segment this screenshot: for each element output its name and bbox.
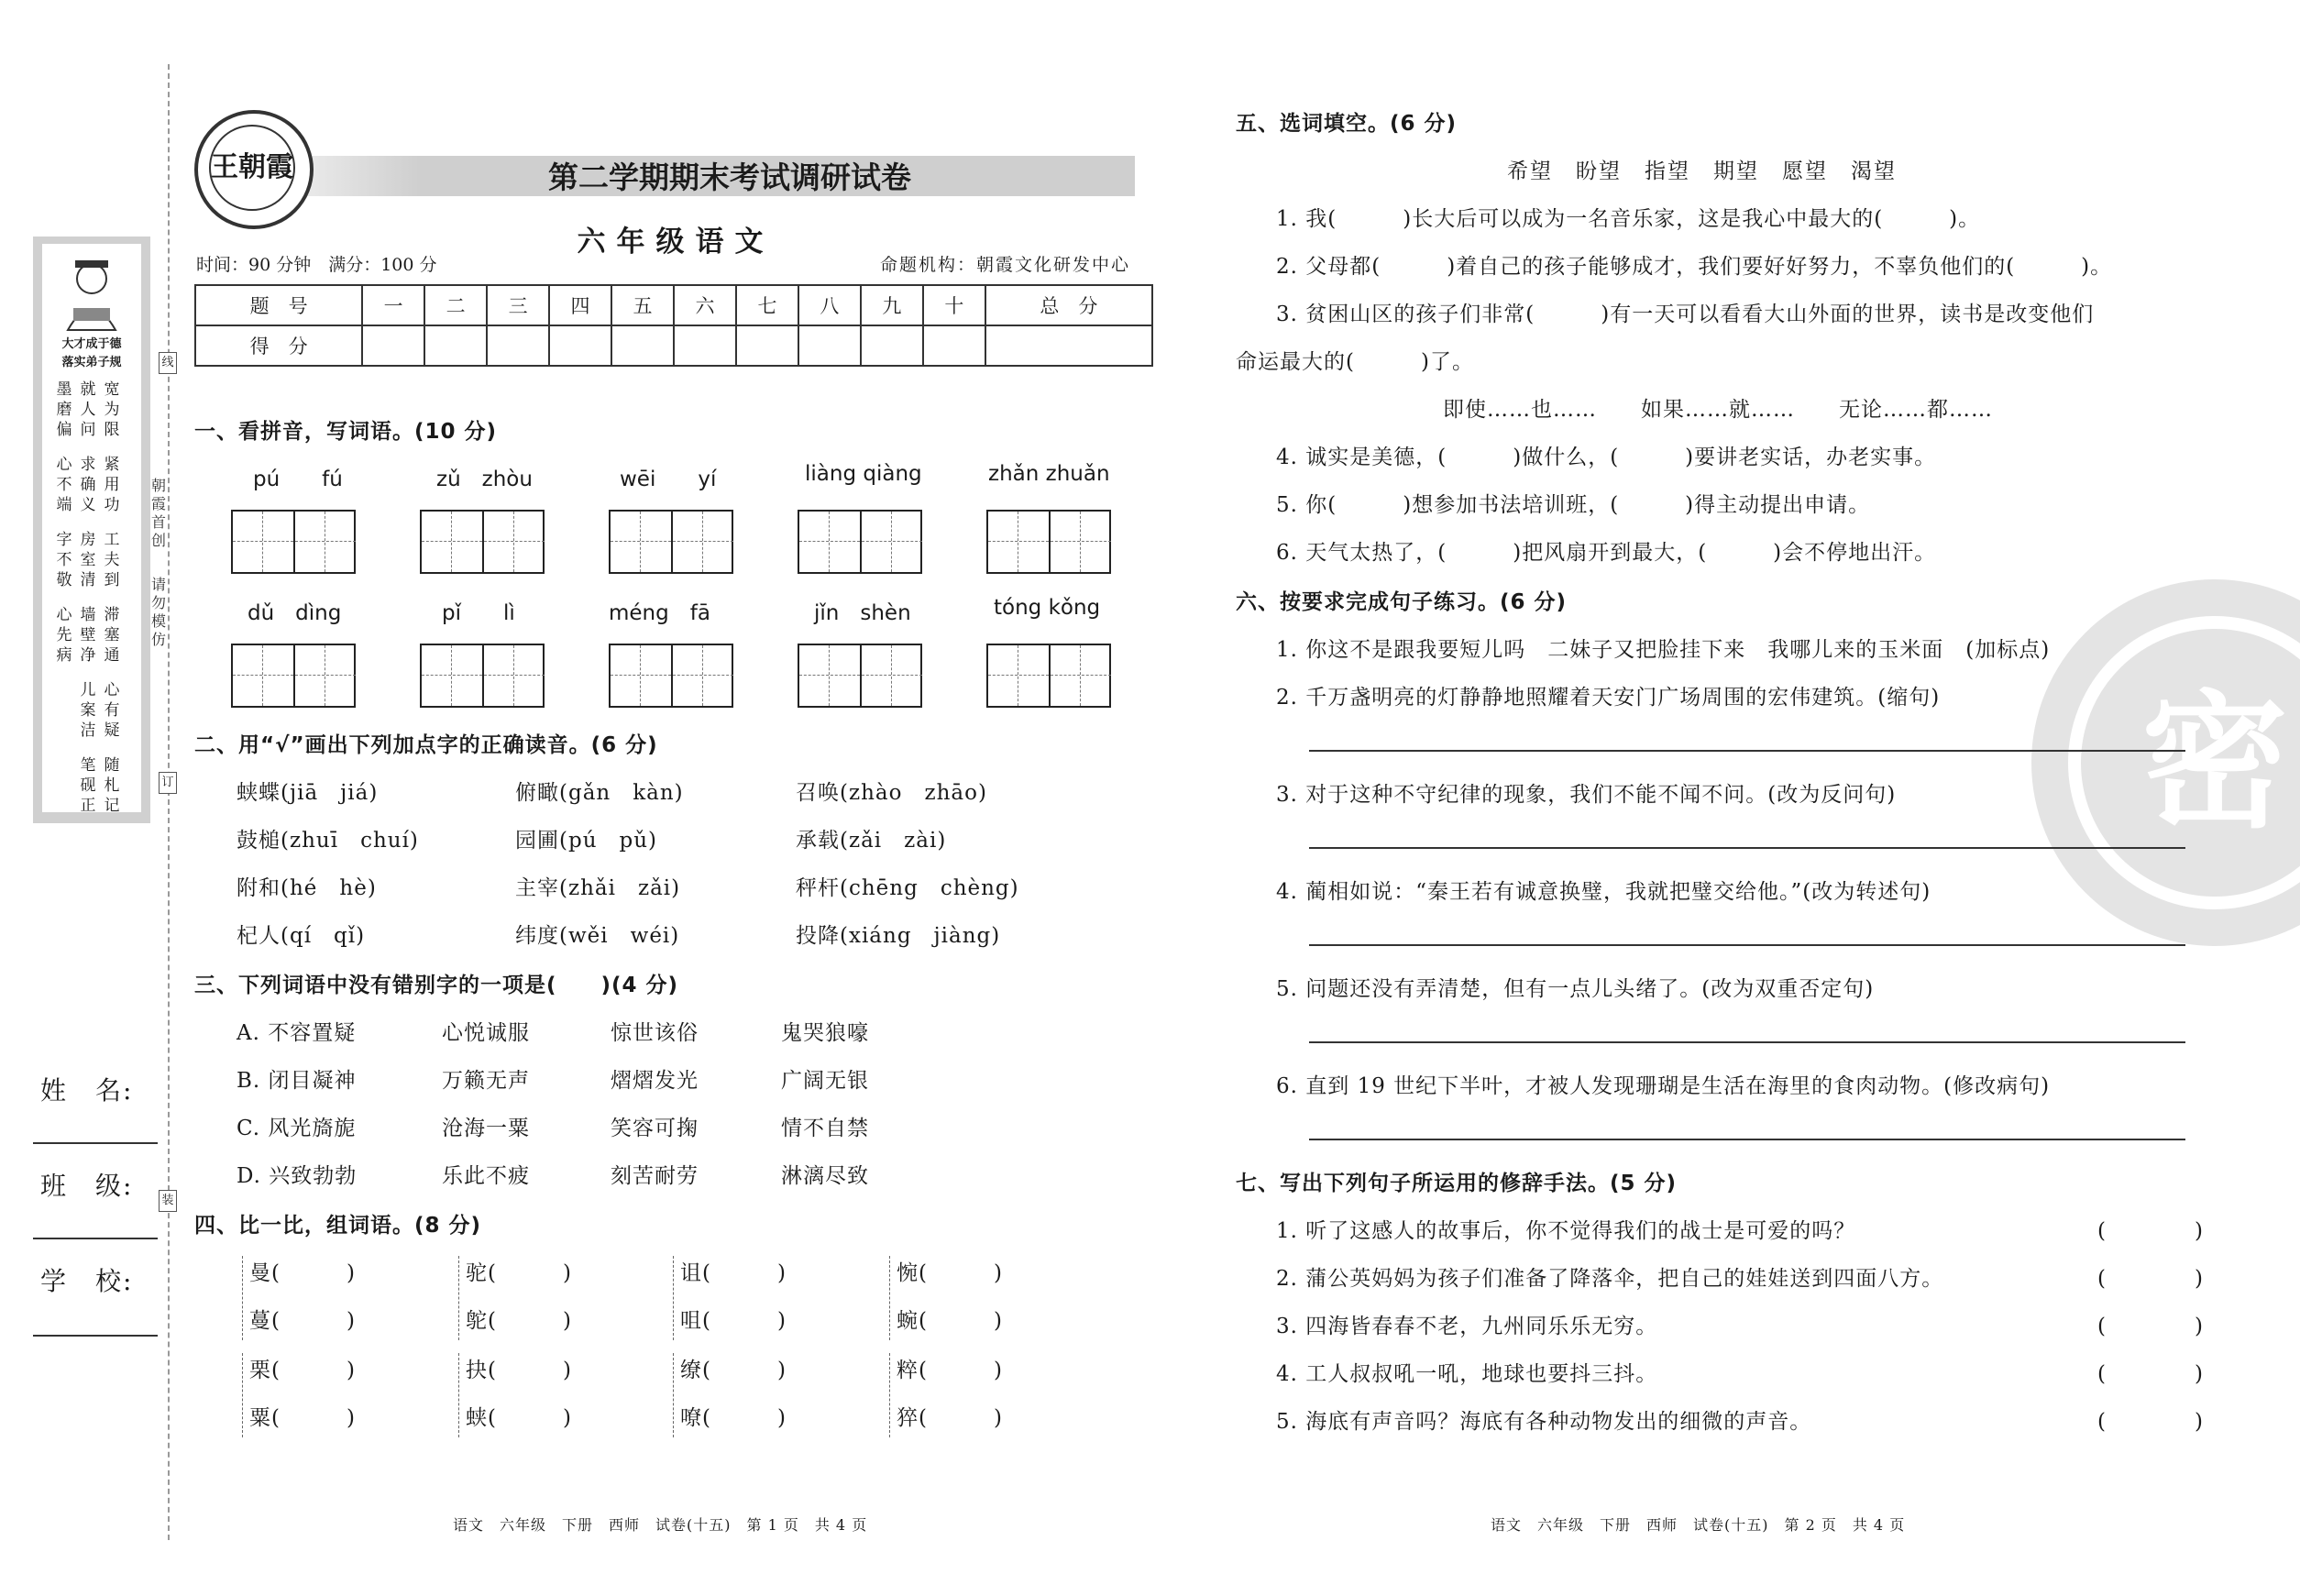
group-brace bbox=[242, 1256, 243, 1340]
sentence-item: 4. 蔺相如说：“秦王若有诚意换璧，我就把璧交给他。”(改为转述句) bbox=[1276, 880, 1931, 904]
scholar-illustration bbox=[55, 251, 128, 332]
section-2-title: 二、用“√”画出下列加点字的正确读音。(6 分) bbox=[194, 733, 658, 757]
score-input[interactable] bbox=[861, 325, 923, 366]
score-cell: 三 bbox=[487, 285, 549, 325]
fill-blank-item[interactable]: 6. 天气太热了，( )把风扇开到最大，( )会不停地出汗。 bbox=[1276, 541, 1937, 565]
fill-blank-item[interactable]: 3. 贫困山区的孩子们非常( )有一天可以看看大山外面的世界，读书是改变他们 bbox=[1276, 303, 2095, 326]
vertical-note: 请勿模仿 bbox=[150, 576, 166, 648]
pinyin-label: zhǎn zhuǎn bbox=[988, 462, 1110, 486]
motto-col: 随札记 bbox=[104, 756, 120, 815]
choice-word: 情不自禁 bbox=[781, 1117, 869, 1140]
score-input[interactable] bbox=[923, 325, 985, 366]
writing-grid[interactable] bbox=[231, 510, 356, 574]
word-group-item[interactable]: 栗( ) bbox=[249, 1359, 356, 1382]
binding-tag: 订 bbox=[159, 772, 177, 794]
rhetoric-item: 2. 蒲公英妈妈为孩子们准备了降落伞，把自己的娃娃送到四面八方。 bbox=[1276, 1267, 1944, 1291]
section-5-title: 五、选词填空。(6 分) bbox=[1236, 112, 1458, 136]
choice-word: 熠熠发光 bbox=[611, 1069, 699, 1093]
name-field[interactable] bbox=[33, 1142, 158, 1144]
reading-item[interactable]: 园圃(pú pǔ) bbox=[515, 829, 658, 853]
motto-col: 儿案洁 bbox=[80, 681, 96, 740]
score-input[interactable] bbox=[611, 325, 674, 366]
section-3-title: 三、下列词语中没有错别字的一项是( )(4 分) bbox=[194, 974, 679, 997]
reading-item[interactable]: 附和(hé hè) bbox=[237, 876, 377, 900]
group-brace bbox=[673, 1353, 674, 1437]
motto-col: 字不敬 bbox=[56, 531, 72, 589]
section-1-title: 一、看拼音，写词语。(10 分) bbox=[194, 420, 498, 444]
school-label: 学 校: bbox=[40, 1266, 134, 1296]
vertical-note: 朝霞首创 bbox=[150, 477, 166, 549]
sentence-item: 5. 问题还没有弄清楚，但有一点儿头绪了。(改为双重否定句) bbox=[1276, 977, 1875, 1001]
reading-item[interactable]: 投降(xiáng jiàng) bbox=[796, 924, 1001, 948]
group-brace bbox=[889, 1353, 890, 1437]
logo-text: 王朝霞 bbox=[209, 125, 295, 211]
writing-grid[interactable] bbox=[609, 510, 733, 574]
section-6-title: 六、按要求完成句子练习。(6 分) bbox=[1236, 590, 1568, 614]
pinyin-label: tóng kǒng bbox=[994, 596, 1101, 620]
writing-grid[interactable] bbox=[986, 644, 1111, 708]
score-cell: 七 bbox=[736, 285, 798, 325]
choice-word: 刻苦耐劳 bbox=[611, 1164, 699, 1188]
pinyin-label: jǐn shèn bbox=[814, 601, 911, 625]
reading-item[interactable]: 鼓槌(zhuī chuí) bbox=[237, 829, 419, 853]
motto-col: 宽为限 bbox=[104, 380, 120, 439]
score-input[interactable] bbox=[362, 325, 424, 366]
score-cell: 四 bbox=[549, 285, 611, 325]
page-subtitle: 六年级语文 bbox=[577, 226, 775, 259]
answer-paren[interactable]: ( ) bbox=[2097, 1315, 2204, 1338]
score-value-row bbox=[195, 325, 1152, 366]
page-footer-left: 语文 六年级 下册 西师 试卷(十五) 第 1 页 共 4 页 bbox=[453, 1516, 868, 1534]
section-4-title: 四、比一比，组词语。(8 分) bbox=[194, 1214, 482, 1238]
pinyin-label: pú fú bbox=[253, 468, 343, 491]
word-group-item[interactable]: 嘹( ) bbox=[680, 1406, 787, 1430]
score-cell: 六 bbox=[674, 285, 736, 325]
writing-grid[interactable] bbox=[231, 644, 356, 708]
motto-col: 工夫到 bbox=[104, 531, 120, 589]
reading-item[interactable]: 俯瞰(gǎn kàn) bbox=[515, 781, 684, 805]
pinyin-label: méng fā bbox=[609, 601, 710, 625]
confidential-seal bbox=[2031, 579, 2300, 946]
word-group-item[interactable]: 鸵( ) bbox=[466, 1309, 572, 1333]
score-input[interactable] bbox=[985, 325, 1152, 366]
score-cell: 八 bbox=[798, 285, 861, 325]
answer-line[interactable] bbox=[1309, 750, 2185, 752]
choice-option[interactable]: A. 不容置疑 bbox=[237, 1021, 357, 1045]
pinyin-label: zǔ zhòu bbox=[436, 468, 533, 491]
word-group-item[interactable]: 粹( ) bbox=[897, 1359, 1003, 1382]
motto-col: 滞塞通 bbox=[104, 606, 120, 665]
page-footer-right: 语文 六年级 下册 西师 试卷(十五) 第 2 页 共 4 页 bbox=[1491, 1516, 1906, 1534]
seal-char: 密 bbox=[2068, 616, 2300, 909]
choice-word: 鬼哭狼嚎 bbox=[781, 1021, 869, 1045]
rhetoric-item: 3. 四海皆春春不老，九州同乐乐无穷。 bbox=[1276, 1315, 1658, 1338]
score-cell: 总 分 bbox=[985, 285, 1152, 325]
name-label: 姓 名: bbox=[40, 1075, 134, 1106]
sentence-item: 6. 直到 19 世纪下半叶，才被人发现珊瑚是生活在海里的食肉动物。(修改病句) bbox=[1276, 1074, 2051, 1098]
choice-word: 沧海一粟 bbox=[442, 1117, 530, 1140]
answer-paren[interactable]: ( ) bbox=[2097, 1267, 2204, 1291]
choice-option[interactable]: C. 风光旖旎 bbox=[237, 1117, 357, 1140]
motto-panel bbox=[33, 237, 150, 823]
choice-word: 笑容可掬 bbox=[611, 1117, 699, 1140]
reading-item[interactable]: 主宰(zhǎi zǎi) bbox=[515, 876, 681, 900]
word-group-item[interactable]: 咀( ) bbox=[680, 1309, 787, 1333]
motto-col: 心不端 bbox=[56, 456, 72, 514]
answer-paren[interactable]: ( ) bbox=[2097, 1219, 2204, 1243]
score-cell: 二 bbox=[424, 285, 487, 325]
word-bank: 即使……也…… 如果……就…… 无论……都…… bbox=[1443, 398, 1993, 422]
word-group-item[interactable]: 诅( ) bbox=[680, 1261, 787, 1285]
motto-col: 心先病 bbox=[56, 606, 72, 665]
fill-blank-item[interactable]: 5. 你( )想参加书法培训班，( )得主动提出申请。 bbox=[1276, 493, 1871, 517]
org-info: 命题机构：朝霞文化研发中心 bbox=[880, 255, 1131, 275]
word-group-item[interactable]: 惋( ) bbox=[897, 1261, 1003, 1285]
writing-grid[interactable] bbox=[420, 644, 545, 708]
fill-blank-item[interactable]: 1. 我( )长大后可以成为一名音乐家，这是我心中最大的( )。 bbox=[1276, 207, 1981, 231]
choice-word: 万籁无声 bbox=[442, 1069, 530, 1093]
choice-option[interactable]: B. 闭目凝神 bbox=[237, 1069, 357, 1093]
writing-grid[interactable] bbox=[798, 510, 922, 574]
motto-col: 求确义 bbox=[80, 456, 96, 514]
score-input[interactable] bbox=[549, 325, 611, 366]
choice-word: 淋漓尽致 bbox=[781, 1164, 869, 1188]
sentence-item: 3. 对于这种不守纪律的现象，我们不能不闻不问。(改为反问句) bbox=[1276, 783, 1897, 807]
time-info: 时间：90 分钟 满分：100 分 bbox=[196, 255, 437, 275]
motto-col: 笔砚正 bbox=[80, 756, 96, 815]
score-cell: 题 号 bbox=[195, 285, 362, 325]
motto-line: 落实弟子规 bbox=[61, 356, 122, 369]
pinyin-label: liàng qiàng bbox=[805, 462, 922, 486]
score-input[interactable] bbox=[424, 325, 487, 366]
group-brace bbox=[458, 1256, 459, 1340]
score-input[interactable] bbox=[736, 325, 798, 366]
choice-word: 心悦诚服 bbox=[442, 1021, 530, 1045]
rhetoric-item: 1. 听了这感人的故事后，你不觉得我们的战士是可爱的吗？ bbox=[1276, 1219, 1856, 1243]
rhetoric-item: 5. 海底有声音吗？海底有各种动物发出的细微的声音。 bbox=[1276, 1410, 1812, 1434]
reading-item[interactable]: 召唤(zhào zhāo) bbox=[796, 781, 987, 805]
school-field[interactable] bbox=[33, 1335, 158, 1337]
class-field[interactable] bbox=[33, 1238, 158, 1239]
word-group-item[interactable]: 猝( ) bbox=[897, 1406, 1003, 1430]
fill-blank-item[interactable]: 2. 父母都( )着自己的孩子能够成才，我们要好好努力，不辜负他们的( )。 bbox=[1276, 255, 2113, 279]
choice-option[interactable]: D. 兴致勃勃 bbox=[237, 1164, 358, 1188]
word-group-item[interactable]: 蛱( ) bbox=[466, 1406, 572, 1430]
answer-line[interactable] bbox=[1309, 847, 2185, 849]
motto-col: 房室清 bbox=[80, 531, 96, 589]
group-brace bbox=[673, 1256, 674, 1340]
writing-grid[interactable] bbox=[420, 510, 545, 574]
writing-grid[interactable] bbox=[798, 644, 922, 708]
word-group-item[interactable]: 粟( ) bbox=[249, 1406, 356, 1430]
rhetoric-item: 4. 工人叔叔吼一吼，地球也要抖三抖。 bbox=[1276, 1362, 1658, 1386]
section-7-title: 七、写出下列句子所运用的修辞手法。(5 分) bbox=[1236, 1172, 1678, 1195]
word-group-item[interactable]: 蜿( ) bbox=[897, 1309, 1003, 1333]
score-input[interactable] bbox=[487, 325, 549, 366]
writing-grid[interactable] bbox=[986, 510, 1111, 574]
binding-tag: 线 bbox=[159, 352, 177, 374]
word-group-item[interactable]: 缭( ) bbox=[680, 1359, 787, 1382]
motto-col: 紧用功 bbox=[104, 456, 120, 514]
motto-col: 就人问 bbox=[80, 380, 96, 439]
page-title: 第二学期期末考试调研试卷 bbox=[548, 160, 911, 195]
score-cell: 九 bbox=[861, 285, 923, 325]
answer-line[interactable] bbox=[1309, 944, 2185, 946]
motto-col: 墙壁净 bbox=[80, 606, 96, 665]
score-cell: 得 分 bbox=[195, 325, 362, 366]
binding-tag: 装 bbox=[159, 1190, 177, 1212]
reading-item[interactable]: 秤杆(chēng chèng) bbox=[796, 876, 1019, 900]
word-group-item[interactable]: 曼( ) bbox=[249, 1261, 356, 1285]
motto-line: 大才成于德 bbox=[61, 337, 122, 351]
pinyin-label: pǐ lì bbox=[442, 601, 515, 625]
score-input[interactable] bbox=[798, 325, 861, 366]
sentence-item: 1. 你这不是跟我要短儿吗 二妹子又把脸挂下来 我哪儿来的玉米面 (加标点) bbox=[1276, 638, 2051, 662]
choice-word: 乐此不疲 bbox=[442, 1164, 530, 1188]
motto-title bbox=[48, 336, 136, 372]
fill-blank-item[interactable]: 4. 诚实是美德，( )做什么，( )要讲老实话，办老实事。 bbox=[1276, 446, 1937, 469]
score-header-row bbox=[195, 285, 1152, 325]
group-brace bbox=[242, 1353, 243, 1437]
word-bank: 希望 盼望 指望 期望 愿望 渴望 bbox=[1507, 160, 1897, 183]
class-label: 班 级: bbox=[40, 1171, 134, 1201]
writing-grid[interactable] bbox=[609, 644, 733, 708]
motto-col: 心有疑 bbox=[104, 681, 120, 740]
score-cell: 一 bbox=[362, 285, 424, 325]
pinyin-label: wēi yí bbox=[620, 468, 717, 491]
motto-col: 墨磨偏 bbox=[56, 380, 72, 439]
reading-item[interactable]: 承载(zǎi zài) bbox=[796, 829, 947, 853]
answer-paren[interactable]: ( ) bbox=[2097, 1410, 2204, 1434]
reading-item[interactable]: 蛱蝶(jiā jiá) bbox=[237, 781, 379, 805]
sentence-item: 2. 千万盏明亮的灯静静地照耀着天安门广场周围的宏伟建筑。(缩句) bbox=[1276, 686, 1941, 710]
pinyin-label: dǔ dìng bbox=[248, 601, 342, 625]
word-group-item[interactable]: 驼( ) bbox=[466, 1261, 572, 1285]
score-cell: 十 bbox=[923, 285, 985, 325]
answer-paren[interactable]: ( ) bbox=[2097, 1362, 2204, 1386]
score-cell: 五 bbox=[611, 285, 674, 325]
fold-line bbox=[168, 64, 170, 1540]
reading-item[interactable]: 纬度(wěi wéi) bbox=[515, 924, 680, 948]
answer-line[interactable] bbox=[1309, 1041, 2185, 1043]
score-table bbox=[194, 284, 1153, 367]
reading-item[interactable]: 杞人(qí qǐ) bbox=[237, 924, 366, 948]
score-input[interactable] bbox=[674, 325, 736, 366]
group-brace bbox=[889, 1256, 890, 1340]
answer-line[interactable] bbox=[1309, 1139, 2185, 1140]
word-group-item[interactable]: 抉( ) bbox=[466, 1359, 572, 1382]
choice-word: 广阔无银 bbox=[781, 1069, 869, 1093]
word-group-item[interactable]: 蔓( ) bbox=[249, 1309, 356, 1333]
choice-word: 惊世该俗 bbox=[611, 1021, 699, 1045]
fill-blank-item[interactable]: 命运最大的( )了。 bbox=[1236, 350, 1474, 374]
group-brace bbox=[458, 1353, 459, 1437]
